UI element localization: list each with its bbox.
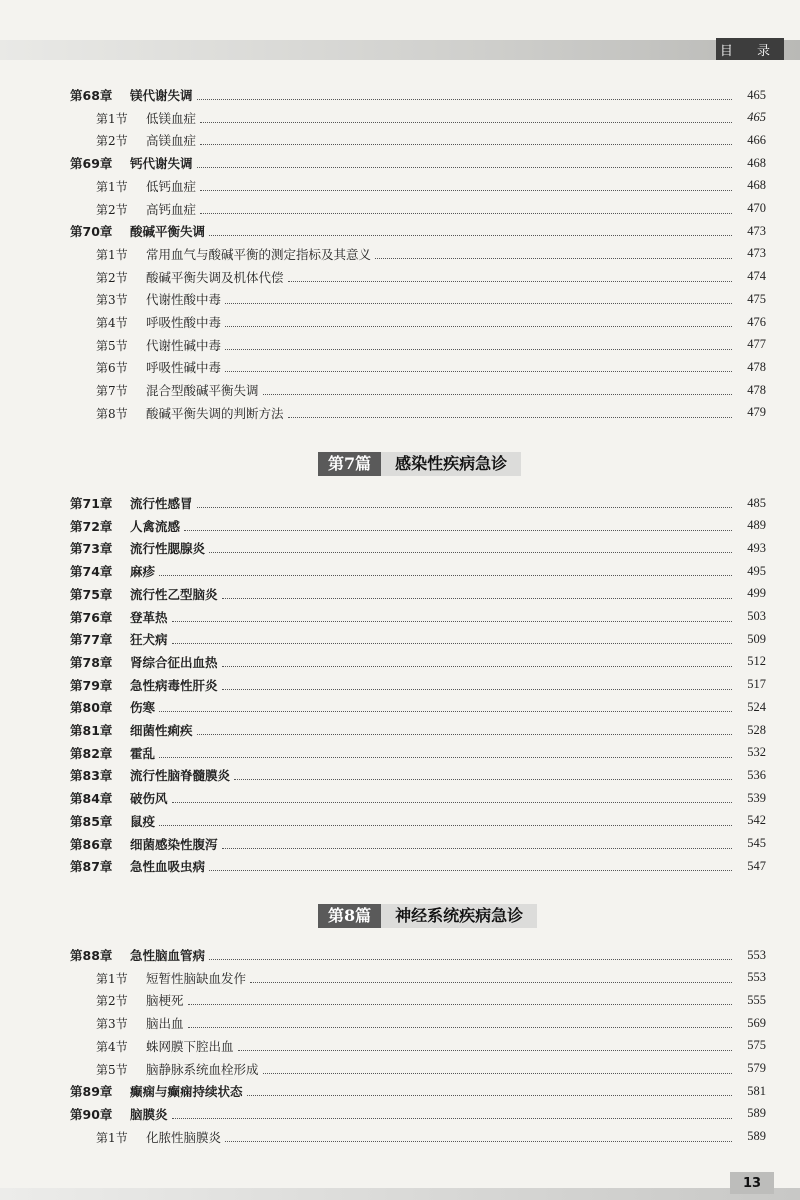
toc-entry-label [70, 653, 218, 671]
dot-leader [197, 733, 732, 735]
part-title: 感染性疾病急诊 [381, 452, 521, 476]
chapter-number: 第71章 [70, 496, 113, 511]
dot-leader [197, 98, 732, 100]
dot-leader [222, 688, 732, 690]
section-title: 低镁血症 [146, 110, 197, 126]
dot-leader [222, 597, 732, 599]
page-ref: 476 [747, 314, 766, 329]
chapter-number: 第87章 [70, 859, 113, 875]
toc-entry-label [96, 969, 246, 987]
page-ref: 532 [747, 745, 766, 760]
header-band [0, 40, 800, 60]
toc-section-row[interactable] [0, 245, 800, 263]
page-ref: 512 [747, 654, 766, 669]
dot-leader [225, 348, 732, 350]
dot-leader [159, 756, 732, 758]
page-ref: 536 [747, 767, 766, 782]
chapter-title: 流行性腮腺炎 [130, 541, 206, 557]
page-ref: 495 [747, 563, 766, 578]
page-ref: 465 [747, 87, 766, 102]
chapter-number: 第89章 [70, 1084, 113, 1100]
section-title: 高镁血症 [146, 133, 197, 149]
section-number: 第3节 [96, 293, 128, 308]
chapter-title: 急性脑血管病 [130, 948, 206, 963]
toc-entry-label [70, 766, 230, 784]
toc-entry-label [96, 1060, 259, 1078]
dot-leader [188, 1003, 732, 1005]
section-number: 第8节 [96, 406, 128, 421]
chapter-number: 第90章 [70, 1106, 113, 1122]
toc-chapter-row[interactable] [0, 676, 800, 694]
toc-chapter-row[interactable] [0, 608, 800, 626]
section-title: 代谢性酸中毒 [146, 292, 222, 308]
section-title: 常用血气与酸碱平衡的测定指标及其意义 [146, 246, 372, 262]
toc-section-row[interactable] [0, 969, 800, 987]
dot-leader [188, 1026, 732, 1028]
page-ref: 503 [747, 609, 766, 623]
chapter-title: 伤寒 [130, 700, 156, 716]
page-ref: 539 [747, 790, 766, 805]
chapter-title: 破伤风 [130, 791, 168, 807]
dot-leader [200, 189, 732, 191]
toc-chapter-row[interactable] [0, 562, 800, 580]
dot-leader [222, 847, 732, 849]
page-ref: 475 [747, 291, 766, 306]
toc-chapter-row[interactable] [0, 1105, 800, 1123]
dot-leader [263, 393, 732, 395]
toc-section-row[interactable] [0, 1060, 800, 1078]
page-ref: 478 [747, 382, 766, 397]
toc-chapter-row[interactable] [0, 789, 800, 807]
page-ref: 474 [747, 269, 766, 284]
page-ref: 466 [747, 132, 766, 147]
toc-chapter-row[interactable] [0, 1082, 800, 1100]
page-ref: 581 [747, 1083, 766, 1098]
chapter-number: 第68章 [70, 88, 113, 103]
chapter-number: 第84章 [70, 791, 113, 807]
toc-entry-label [70, 1105, 168, 1123]
toc-entry-label [96, 290, 221, 308]
chapter-number: 第79章 [70, 677, 113, 693]
section-number: 第1节 [96, 111, 128, 126]
chapter-title: 麻疹 [130, 564, 156, 580]
toc-section-row[interactable] [0, 290, 800, 308]
chapter-title: 脑膜炎 [130, 1106, 168, 1122]
toc-entry-label [96, 336, 221, 354]
toc-entry-label [96, 381, 259, 399]
dot-leader [209, 958, 732, 960]
dot-leader [225, 370, 732, 372]
section-title: 呼吸性酸中毒 [146, 315, 222, 330]
section-number: 第1节 [96, 971, 128, 986]
section-title: 混合型酸碱平衡失调 [146, 383, 259, 399]
dot-leader [234, 778, 732, 780]
dot-leader [197, 166, 732, 168]
dot-leader [200, 212, 732, 214]
toc-entry-label [96, 268, 284, 286]
toc-entry-label [96, 1014, 184, 1032]
chapter-title: 酸碱平衡失调 [130, 224, 206, 240]
page-ref: 555 [747, 992, 766, 1007]
section-number: 第3节 [96, 1017, 128, 1032]
chapter-number: 第73章 [70, 541, 113, 557]
chapter-title: 钙代谢失调 [130, 156, 193, 172]
toc-entry-label [96, 200, 196, 218]
dot-leader [375, 257, 732, 259]
dot-leader [250, 981, 732, 983]
page-ref: 569 [747, 1015, 766, 1030]
dot-leader [209, 234, 732, 236]
toc-entry-label [70, 721, 193, 739]
header-tab: 目 录 [716, 38, 784, 60]
chapter-number: 第78章 [70, 654, 113, 670]
chapter-title: 急性病毒性肝炎 [130, 677, 218, 693]
page-ref: 478 [747, 359, 766, 374]
section-number: 第1节 [96, 1130, 128, 1145]
toc-section-row[interactable] [0, 131, 800, 149]
section-number: 第4节 [96, 316, 128, 330]
toc-chapter-row[interactable] [0, 494, 800, 512]
chapter-title: 狂犬病 [130, 632, 168, 648]
toc-section-row[interactable] [0, 1128, 800, 1146]
toc-entry-label [96, 313, 221, 331]
toc-entry-label [70, 539, 205, 557]
toc-chapter-row[interactable] [0, 698, 800, 716]
page-ref: 542 [747, 813, 766, 828]
page-ref: 579 [747, 1061, 766, 1075]
toc-section-row[interactable] [0, 109, 800, 127]
chapter-number: 第70章 [70, 224, 113, 240]
page-ref: 528 [747, 722, 766, 737]
toc-section-row[interactable] [0, 991, 800, 1009]
dot-leader [225, 1140, 732, 1142]
toc-entry-label [70, 1082, 243, 1100]
toc-entry-label [70, 608, 168, 626]
toc-entry-label [70, 857, 205, 875]
page-ref: 468 [747, 178, 766, 193]
part-number: 第7篇 [318, 452, 381, 476]
page-ref: 473 [747, 246, 766, 261]
toc-entry-label [96, 1128, 221, 1146]
section-title: 短暂性脑缺血发作 [146, 970, 247, 986]
toc-section-row[interactable] [0, 313, 800, 331]
chapter-number: 第81章 [70, 723, 113, 738]
part-banner [318, 904, 537, 928]
toc-chapter-row[interactable] [0, 653, 800, 671]
section-title: 低钙血症 [146, 178, 197, 194]
section-number: 第2节 [96, 134, 128, 149]
toc-entry-label [70, 812, 155, 830]
page-ref: 489 [747, 518, 766, 533]
chapter-number: 第83章 [70, 768, 113, 784]
toc-entry-label [70, 154, 193, 172]
page-ref: 553 [747, 947, 766, 962]
section-title: 脑梗死 [146, 993, 184, 1009]
section-number: 第1节 [96, 247, 128, 262]
page-ref: 589 [747, 1106, 766, 1121]
toc-section-row[interactable] [0, 200, 800, 218]
dot-leader [159, 710, 732, 712]
page-ref: 545 [747, 836, 766, 850]
page-ref: 485 [747, 495, 766, 510]
toc-entry-label [70, 86, 193, 104]
toc-chapter-row[interactable] [0, 630, 800, 648]
section-number: 第2节 [96, 270, 128, 285]
dot-leader [238, 1049, 732, 1051]
dot-leader [263, 1072, 732, 1074]
toc-chapter-row[interactable] [0, 721, 800, 739]
dot-leader [184, 529, 732, 531]
page-number: 13 [730, 1172, 774, 1194]
chapter-title: 流行性脑脊髓膜炎 [130, 768, 231, 784]
section-title: 脑静脉系统血栓形成 [146, 1061, 259, 1077]
toc-entry-label [70, 585, 218, 603]
section-title: 蛛网膜下腔出血 [146, 1038, 234, 1054]
toc-entry-label [70, 494, 193, 512]
chapter-title: 细菌性痢疾 [130, 723, 193, 738]
toc-chapter-row[interactable] [0, 222, 800, 240]
toc-entry-label [70, 630, 168, 648]
toc-section-row[interactable] [0, 404, 800, 422]
toc-chapter-row[interactable] [0, 946, 800, 964]
footer-band [0, 1188, 800, 1200]
toc-section-row[interactable] [0, 268, 800, 286]
section-title: 酸碱平衡失调的判断方法 [146, 405, 284, 421]
toc-entry-label [70, 789, 168, 807]
toc-chapter-row[interactable] [0, 539, 800, 557]
toc-section-row[interactable] [0, 177, 800, 195]
toc-entry-label [70, 676, 218, 694]
section-number: 第7节 [96, 384, 128, 399]
part-number: 第8篇 [318, 904, 381, 928]
dot-leader [159, 574, 732, 576]
toc-entry-label [96, 109, 196, 127]
page-ref: 589 [747, 1129, 766, 1144]
section-title: 高钙血症 [146, 201, 197, 217]
chapter-number: 第85章 [70, 813, 113, 829]
toc-section-row[interactable] [0, 1037, 800, 1055]
section-title: 酸碱平衡失调及机体代偿 [146, 269, 284, 285]
chapter-title: 肾综合征出血热 [130, 654, 218, 670]
dot-leader [172, 1117, 732, 1119]
part-banner [318, 452, 521, 476]
page-ref: 479 [747, 405, 766, 420]
page-ref: 493 [747, 540, 766, 555]
dot-leader [209, 551, 732, 553]
page-ref: 470 [747, 201, 766, 215]
page-ref: 473 [747, 223, 766, 238]
chapter-title: 细菌感染性腹泻 [130, 836, 218, 852]
chapter-title: 鼠疫 [130, 813, 156, 829]
section-number: 第4节 [96, 1039, 128, 1054]
toc-chapter-row[interactable] [0, 517, 800, 535]
chapter-title: 急性血吸虫病 [130, 859, 206, 875]
toc-entry-label [70, 517, 180, 535]
page-ref: 509 [747, 631, 766, 646]
toc-chapter-row[interactable] [0, 766, 800, 784]
section-title: 代谢性碱中毒 [146, 337, 222, 353]
dot-leader [200, 143, 732, 145]
chapter-number: 第77章 [70, 632, 113, 648]
dot-leader [288, 416, 732, 418]
chapter-number: 第74章 [70, 564, 113, 580]
section-number: 第5节 [96, 338, 128, 353]
toc-entry-label [70, 744, 155, 762]
dot-leader [200, 121, 732, 123]
dot-leader [288, 280, 732, 282]
section-number: 第6节 [96, 361, 128, 376]
toc-entry-label [70, 835, 218, 853]
section-title: 呼吸性碱中毒 [146, 360, 222, 376]
chapter-number: 第86章 [70, 836, 113, 852]
page-ref: 517 [747, 677, 766, 692]
toc-chapter-row[interactable] [0, 585, 800, 603]
toc-section-row[interactable] [0, 381, 800, 399]
dot-leader [172, 642, 732, 644]
toc-section-row[interactable] [0, 336, 800, 354]
dot-leader [172, 620, 732, 622]
dot-leader [209, 869, 732, 871]
chapter-title: 镁代谢失调 [130, 88, 193, 103]
chapter-title: 霍乱 [130, 745, 156, 761]
toc-entry-label [96, 358, 221, 376]
chapter-number: 第69章 [70, 156, 113, 172]
section-number: 第5节 [96, 1062, 128, 1077]
toc-entry-label [96, 991, 184, 1009]
toc-chapter-row[interactable] [0, 812, 800, 830]
toc-entry-label [96, 245, 371, 263]
toc-entry-label [70, 698, 155, 716]
page-ref: 468 [747, 155, 766, 170]
toc-entry-label [70, 946, 205, 964]
chapter-title: 流行性感冒 [130, 496, 193, 511]
chapter-number: 第88章 [70, 948, 113, 963]
dot-leader [172, 801, 732, 803]
chapter-title: 癫痫与癫痫持续状态 [130, 1084, 243, 1100]
toc-chapter-row[interactable] [0, 154, 800, 172]
dot-leader [159, 824, 732, 826]
toc-chapter-row[interactable] [0, 744, 800, 762]
page-ref: 524 [747, 699, 766, 714]
part-title: 神经系统疾病急诊 [381, 904, 537, 928]
section-number: 第2节 [96, 994, 128, 1009]
chapter-title: 流行性乙型脑炎 [130, 586, 218, 602]
dot-leader [197, 506, 732, 508]
section-number: 第2节 [96, 202, 128, 217]
chapter-number: 第75章 [70, 586, 113, 602]
page-ref: 547 [747, 858, 766, 873]
section-title: 化脓性脑膜炎 [146, 1129, 222, 1145]
chapter-number: 第76章 [70, 609, 113, 625]
page-ref: 465 [747, 110, 766, 125]
page-ref: 575 [747, 1038, 766, 1053]
section-title: 脑出血 [146, 1016, 184, 1032]
chapter-number: 第82章 [70, 745, 113, 761]
toc-section-row[interactable] [0, 1014, 800, 1032]
toc-entry-label [70, 222, 205, 240]
toc-entry-label [96, 404, 284, 422]
toc-chapter-row[interactable] [0, 857, 800, 875]
page-ref: 553 [747, 970, 766, 985]
page-ref: 477 [747, 337, 766, 352]
toc-entry-label [96, 177, 196, 195]
toc-entry-label [70, 562, 155, 580]
toc-chapter-row[interactable] [0, 86, 800, 104]
dot-leader [247, 1094, 732, 1096]
dot-leader [222, 665, 732, 667]
chapter-title: 人禽流感 [130, 518, 181, 534]
toc-chapter-row[interactable] [0, 835, 800, 853]
page-ref: 499 [747, 586, 766, 601]
toc-entry-label [96, 1037, 234, 1055]
toc-section-row[interactable] [0, 358, 800, 376]
section-number: 第1节 [96, 179, 128, 194]
dot-leader [225, 302, 732, 304]
chapter-number: 第80章 [70, 700, 113, 716]
toc-entry-label [96, 131, 196, 149]
chapter-number: 第72章 [70, 518, 113, 534]
dot-leader [225, 325, 732, 327]
chapter-title: 登革热 [130, 609, 168, 625]
